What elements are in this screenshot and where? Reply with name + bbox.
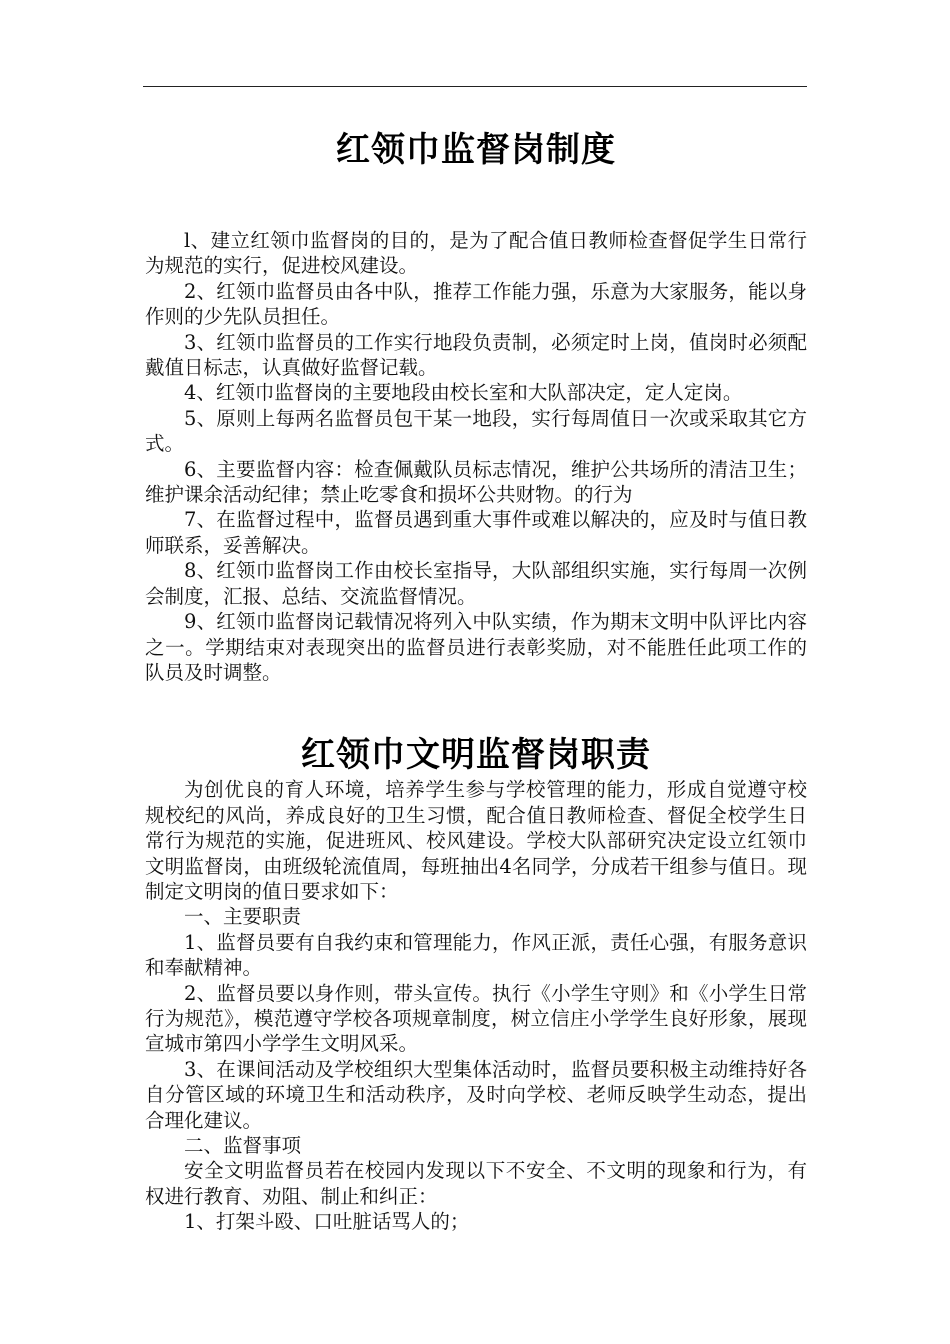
section2-paragraph: 1、打架斗殴、口吐脏话骂人的； [184, 1210, 470, 1234]
section2-heading: 二、监督事项 [184, 1134, 302, 1157]
section2-paragraph: 安全文明监督员若在校园内发现以下不安全、不文明的现象和行为，有权进行教育、劝阻、制止和纠正： [145, 1159, 807, 1208]
section1-paragraph: 6、主要监督内容：检查佩戴队员标志情况，维护公共场所的清洁卫生；维护课余活动纪律；禁止吃零食和损坏公共财物。的行为 [145, 457, 807, 507]
section2-heading: 一、主要职责 [184, 905, 302, 929]
section1-paragraph: 4、红领巾监督岗的主要地段由校长室和大队部决定，定人定岗。 [184, 381, 743, 405]
section1-paragraph: 7、在监督过程中，监督员遇到重大事件或难以解决的，应及时与值日教师联系，妥善解决。 [145, 508, 807, 557]
header-rule [143, 86, 807, 87]
section2-body [145, 777, 807, 1234]
section1-title: 红领巾监督岗制度 [336, 130, 616, 170]
section1-body [145, 228, 807, 685]
section2-paragraph: 3、在课间活动及学校组织大型集体活动时，监督员要积极主动维持好各自分管区域的环境卫生和活动秩序，及时向学校、老师反映学生动态，提出合理化建议。 [145, 1057, 807, 1132]
section2-title: 红领巾文明监督岗职责 [301, 735, 651, 776]
section1-paragraph: 3、红领巾监督员的工作实行地段负责制，必须定时上岗，值岗时必须配戴值日标志，认真做好监督记载。 [145, 330, 807, 380]
section1-paragraph: 9、红领巾监督岗记载情况将列入中队实绩，作为期末文明中队评比内容之一。学期结束对表现突出的监督员进行表彰奖励，对不能胜任此项工作的队员及时调整。 [145, 610, 807, 684]
section2-paragraph: 为创优良的育人环境，培养学生参与学校管理的能力，形成自觉遵守校规校纪的风尚，养成良好的卫生习惯，配合值日教师检查、督促全校学生日常行为规范的实施，促进班风、校风建设。学校大队部研究决定设立红领巾文明监督岗，由班级轮流值周，每班抽出4名同学，分成若干组参与值日。现制定文明岗的值日要求如下： [145, 778, 807, 903]
document-body [145, 100, 807, 1235]
section2-paragraph: 2、监督员要以身作则，带头宣传。执行《小学生守则》和《小学生日常行为规范》，模范遵守学校各项规章制度，树立信庄小学学生良好形象，展现宣城市第四小学学生文明风采。 [145, 981, 807, 1056]
section1-paragraph: 5、原则上每两名监督员包干某一地段，实行每周值日一次或采取其它方式。 [145, 406, 807, 456]
section1-paragraph: 8、红领巾监督岗工作由校长室指导，大队部组织实施，实行每周一次例会制度，汇报、总结、交流监督情况。 [145, 559, 807, 608]
section2-paragraph: 1、监督员要有自我约束和管理能力，作风正派，责任心强，有服务意识和奉献精神。 [145, 930, 807, 980]
section1-paragraph: 2、红领巾监督员由各中队，推荐工作能力强，乐意为大家服务，能以身作则的少先队员担任。 [145, 279, 807, 329]
section1-paragraph: l、建立红领巾监督岗的目的，是为了配合值日教师检查督促学生日常行为规范的实行，促进校风建设。 [145, 229, 807, 278]
